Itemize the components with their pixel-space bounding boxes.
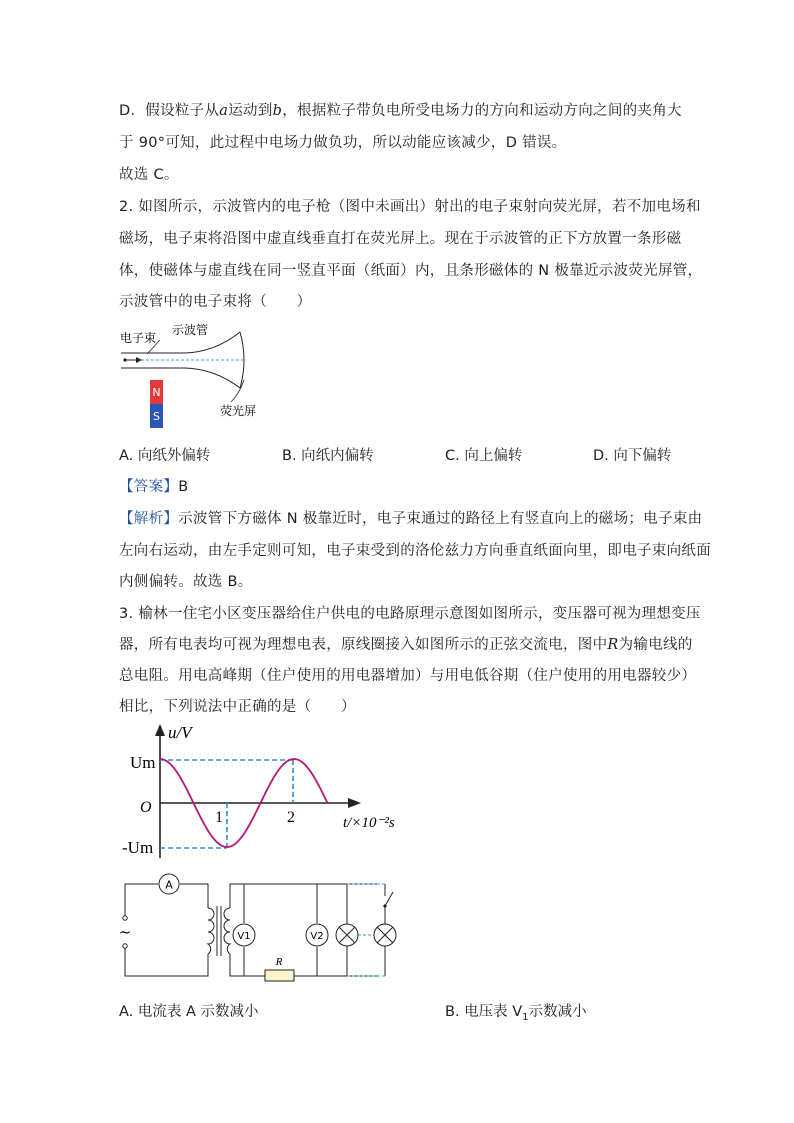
answer-line [119, 477, 188, 497]
q3-option-a: A. 电流表 A 示数减小 [119, 1004, 259, 1020]
secondary-coil [224, 908, 230, 954]
question-2-line-1: 2. 如图所示，示波管内的电子枪（图中未画出）射出的电子束射向荧光屏，若不加电场和 [119, 199, 701, 215]
analysis-line-3: 内侧偏转。故选 B。 [119, 574, 253, 590]
primary-wire-bottom [125, 948, 208, 976]
var-r: R [607, 637, 619, 653]
lamp-1-icon [336, 924, 358, 946]
ac-terminal-top [123, 916, 127, 920]
x-axis-label: t/×10⁻²s [343, 815, 395, 831]
primary-coil [208, 908, 214, 954]
text-segment: ，根据粒子带负电所受电场力的方向和运动方向之间的夹角大 [282, 103, 682, 119]
text-segment: 运动到 [228, 103, 273, 119]
text-line: 故选 C。 [119, 167, 179, 183]
option-a: A. 向纸外偏转 [119, 448, 211, 464]
resistor-r [265, 970, 294, 981]
tube-label: 示波管 [172, 323, 209, 337]
secondary-bottom-left [230, 954, 265, 976]
question-2-line-2: 磁场，电子束将沿图中虚直线垂直打在荧光屏上。现在于示波管的正下方放置一条形磁 [119, 231, 682, 247]
x-tick-2: 2 [287, 809, 295, 826]
text-line: 于 90°可知，此过程中电场力做负功，所以动能应该减少，D 错误。 [119, 135, 567, 151]
text-segment: 示数减小 [528, 1004, 587, 1020]
x-axis-arrow [348, 798, 361, 808]
primary-wire-top-right [180, 884, 208, 908]
primary-wire-top-left [125, 884, 158, 916]
question-2-line-4: 示波管中的电子束将（ ） [119, 294, 312, 310]
ac-source-symbol: ~ [118, 923, 132, 941]
question-2-line-3: 体，使磁体与虚直线在同一竖直平面（纸面）内，且条形磁体的 N 极靠近示波荧光屏管， [119, 263, 703, 279]
question-3-line-1: 3. 榆林一住宅小区变压器给住户供电的电路原理示意图如图所示，变压器可视为理想变压 [119, 606, 701, 622]
voltmeter-2-label: V2 [310, 931, 324, 942]
analysis-line-1 [119, 509, 702, 529]
screen-label: 荧光屏 [220, 404, 257, 418]
sine-wave-figure [110, 718, 410, 863]
switch-lever [385, 892, 393, 906]
question-3-line-2 [119, 635, 693, 655]
q3-option-b [445, 1002, 587, 1028]
x-tick-1: 1 [215, 809, 223, 826]
secondary-top-rail [230, 884, 380, 908]
transformer-circuit-figure [110, 868, 410, 988]
y-max-label: Um [130, 753, 156, 772]
beam-arrow-head [136, 357, 142, 363]
subscript: 1 [522, 1011, 529, 1023]
answer-tag: 【答案】 [119, 479, 179, 495]
analysis-tag: 【解析】 [119, 511, 179, 527]
question-3-line-4: 相比，下列说法中正确的是（ ） [119, 699, 356, 715]
y-min-label: -Um [122, 838, 154, 857]
lamp-2-icon [374, 924, 396, 946]
y-axis-label: u/V [168, 723, 192, 742]
text-segment: 器，所有电表均可视为理想电表，原线圈接入如图所示的正弦交流电，图中 [119, 637, 608, 653]
oscilloscope-tube-figure [115, 318, 275, 433]
var-a: a [219, 103, 229, 119]
question-3-line-3: 总电阻。用电高峰期（住户使用的用电器增加）与用电低谷期（住户使用的用电器较少） [119, 668, 697, 684]
option-c: C. 向上偏转 [445, 448, 523, 464]
analysis-line-2: 左向右运动，由左手定则可知，电子束受到的洛伦兹力方向垂直纸面向里，即电子束向纸面 [119, 543, 711, 559]
ac-terminal-bottom [123, 944, 127, 948]
answer-value: B [178, 479, 189, 495]
origin-label: O [140, 799, 152, 816]
analysis-text: 示波管下方磁体 N 极靠近时，电子束通过的路径上有竖直向上的磁场；电子束由 [178, 511, 703, 527]
switch-pivot [383, 904, 386, 907]
tube-lower-outline [121, 368, 240, 388]
resistor-label: R [275, 956, 283, 968]
text-segment: B. 电压表 V [445, 1004, 523, 1020]
voltmeter-1-label: V1 [237, 931, 251, 942]
beam-label: 电子束 [120, 331, 157, 345]
y-axis-arrow [155, 724, 165, 736]
text-line-d-option [119, 101, 682, 121]
s-pole-label: S [153, 410, 160, 423]
var-b: b [272, 103, 283, 119]
text-segment: 为输电线的 [618, 637, 693, 653]
option-d: D. 向下偏转 [593, 448, 672, 464]
option-b: B. 向纸内偏转 [282, 448, 374, 464]
ammeter-label: A [165, 878, 173, 892]
text-segment: D．假设粒子从 [119, 103, 220, 119]
n-pole-label: N [152, 386, 161, 399]
